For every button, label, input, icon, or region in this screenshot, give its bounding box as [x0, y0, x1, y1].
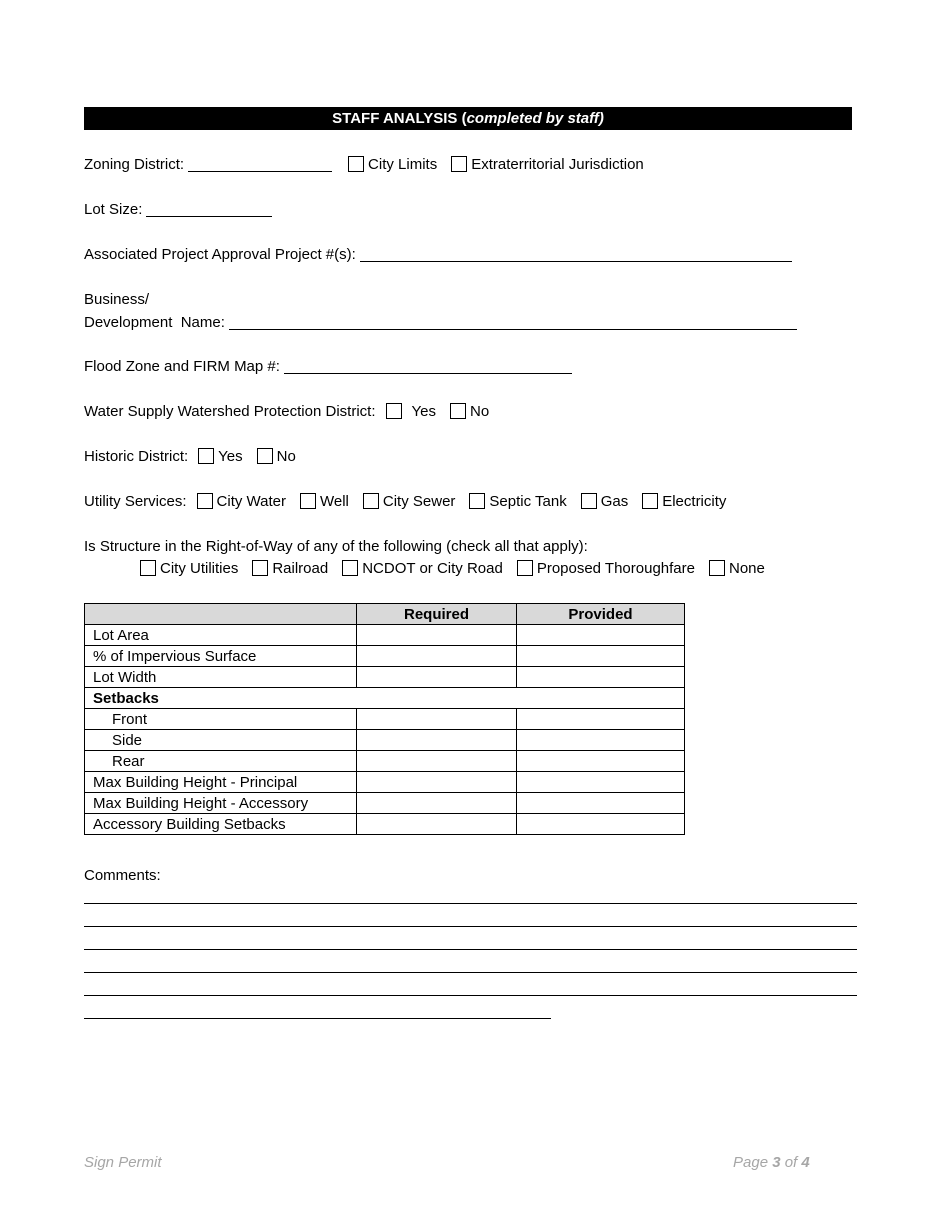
footer-doc-name: Sign Permit — [84, 1154, 162, 1171]
assoc-row — [84, 244, 792, 264]
electricity-label: Electricity — [662, 492, 727, 510]
railroad-label: Railroad — [272, 559, 329, 577]
comment-line[interactable] — [84, 1018, 551, 1019]
thoroughfare-label: Proposed Thoroughfare — [536, 559, 695, 577]
septic-tank-label: Septic Tank — [489, 492, 567, 510]
required-cell[interactable] — [357, 709, 517, 730]
table-header-provided: Provided — [517, 604, 685, 625]
city-water-label: City Water — [216, 492, 286, 510]
septic-tank-checkbox[interactable] — [469, 493, 485, 509]
water-yes-label: Yes — [411, 402, 436, 420]
provided-cell[interactable] — [517, 751, 685, 772]
city-sewer-checkbox[interactable] — [363, 493, 379, 509]
flood-label: Flood Zone and FIRM Map #: — [84, 357, 280, 375]
gas-label: Gas — [600, 492, 629, 510]
historic-row — [84, 446, 310, 466]
none-checkbox[interactable] — [709, 560, 725, 576]
business-row-1 — [84, 289, 149, 309]
requirements-table — [84, 603, 685, 835]
thoroughfare-checkbox[interactable] — [517, 560, 533, 576]
table-row — [85, 646, 685, 667]
dev-name-field[interactable] — [229, 315, 797, 330]
provided-cell[interactable] — [517, 730, 685, 751]
utility-row — [84, 491, 740, 511]
etj-label: Extraterritorial Jurisdiction — [471, 155, 644, 173]
table-header-blank — [85, 604, 357, 625]
section-title-italic: completed by staff) — [466, 110, 604, 127]
comment-line[interactable] — [84, 972, 857, 973]
row-question-row — [84, 536, 588, 556]
provided-cell[interactable] — [517, 709, 685, 730]
row-label: Lot Width — [85, 667, 357, 688]
zoning-row — [84, 154, 658, 174]
flood-row — [84, 356, 572, 376]
table-row — [85, 625, 685, 646]
table-row — [85, 751, 685, 772]
comment-line[interactable] — [84, 926, 857, 927]
page-current: 3 — [772, 1154, 781, 1171]
section-title: STAFF ANALYSIS ( — [332, 110, 467, 127]
business-label: Business/ — [84, 290, 150, 308]
lot-size-label: Lot Size: — [84, 200, 143, 218]
historic-label: Historic District: — [84, 447, 189, 465]
lot-size-row — [84, 199, 272, 219]
row-label: Side — [85, 730, 357, 751]
row-label: Rear — [85, 751, 357, 772]
page-total: 4 — [801, 1154, 810, 1171]
water-yes-checkbox[interactable] — [386, 403, 402, 419]
assoc-field[interactable] — [360, 247, 792, 262]
ncdot-label: NCDOT or City Road — [362, 559, 503, 577]
water-no-label: No — [469, 402, 490, 420]
row-question-label: Is Structure in the Right-of-Way of any of the following (check all that apply): — [84, 537, 588, 555]
footer-page-number — [733, 1154, 810, 1171]
provided-cell[interactable] — [517, 646, 685, 667]
row-label: Max Building Height - Accessory — [85, 793, 357, 814]
business-row-2 — [84, 312, 797, 332]
provided-cell[interactable] — [517, 667, 685, 688]
city-limits-checkbox[interactable] — [348, 156, 364, 172]
none-label: None — [728, 559, 765, 577]
well-checkbox[interactable] — [300, 493, 316, 509]
setbacks-heading: Setbacks — [85, 688, 685, 709]
table-row — [85, 667, 685, 688]
required-cell[interactable] — [357, 625, 517, 646]
row-label: Lot Area — [85, 625, 357, 646]
historic-yes-label: Yes — [218, 447, 243, 465]
comment-line[interactable] — [84, 949, 857, 950]
city-sewer-label: City Sewer — [382, 492, 456, 510]
assoc-label: Associated Project Approval Project #(s): — [84, 245, 356, 263]
city-limits-label: City Limits — [368, 155, 438, 173]
provided-cell[interactable] — [517, 814, 685, 835]
comments-row — [84, 865, 161, 885]
required-cell[interactable] — [357, 772, 517, 793]
row-label: Front — [85, 709, 357, 730]
table-header-required: Required — [357, 604, 517, 625]
row-label: Accessory Building Setbacks — [85, 814, 357, 835]
water-no-checkbox[interactable] — [450, 403, 466, 419]
historic-yes-checkbox[interactable] — [198, 448, 214, 464]
comment-line[interactable] — [84, 903, 857, 904]
table-row — [85, 772, 685, 793]
table-row — [85, 709, 685, 730]
city-utilities-checkbox[interactable] — [140, 560, 156, 576]
page-prefix: Page — [733, 1154, 773, 1171]
table-row — [85, 814, 685, 835]
required-cell[interactable] — [357, 667, 517, 688]
table-row — [85, 688, 685, 709]
table-row — [85, 730, 685, 751]
flood-field[interactable] — [284, 359, 572, 374]
provided-cell[interactable] — [517, 793, 685, 814]
historic-no-checkbox[interactable] — [257, 448, 273, 464]
section-header — [84, 107, 852, 130]
ncdot-checkbox[interactable] — [342, 560, 358, 576]
etj-checkbox[interactable] — [451, 156, 467, 172]
city-water-checkbox[interactable] — [197, 493, 213, 509]
comments-label: Comments: — [84, 866, 161, 884]
railroad-checkbox[interactable] — [252, 560, 268, 576]
required-cell[interactable] — [357, 793, 517, 814]
provided-cell[interactable] — [517, 625, 685, 646]
table-header-row — [85, 604, 685, 625]
utility-label: Utility Services: — [84, 492, 187, 510]
city-utilities-label: City Utilities — [160, 559, 239, 577]
water-label: Water Supply Watershed Protection District: — [84, 402, 376, 420]
lot-size-field[interactable] — [146, 202, 272, 217]
row-options-row — [140, 558, 779, 578]
gas-checkbox[interactable] — [581, 493, 597, 509]
page-mid: of — [780, 1154, 802, 1171]
electricity-checkbox[interactable] — [642, 493, 658, 509]
row-label: Max Building Height - Principal — [85, 772, 357, 793]
table-row — [85, 793, 685, 814]
historic-no-label: No — [276, 447, 296, 465]
zoning-label: Zoning District: — [84, 155, 185, 173]
dev-name-label: Development Name: — [84, 313, 225, 331]
required-cell[interactable] — [357, 730, 517, 751]
water-row — [84, 401, 503, 421]
required-cell[interactable] — [357, 646, 517, 667]
well-label: Well — [319, 492, 349, 510]
required-cell[interactable] — [357, 751, 517, 772]
required-cell[interactable] — [357, 814, 517, 835]
zoning-field[interactable] — [188, 157, 332, 172]
row-label: % of Impervious Surface — [85, 646, 357, 667]
comment-line[interactable] — [84, 995, 857, 996]
provided-cell[interactable] — [517, 772, 685, 793]
